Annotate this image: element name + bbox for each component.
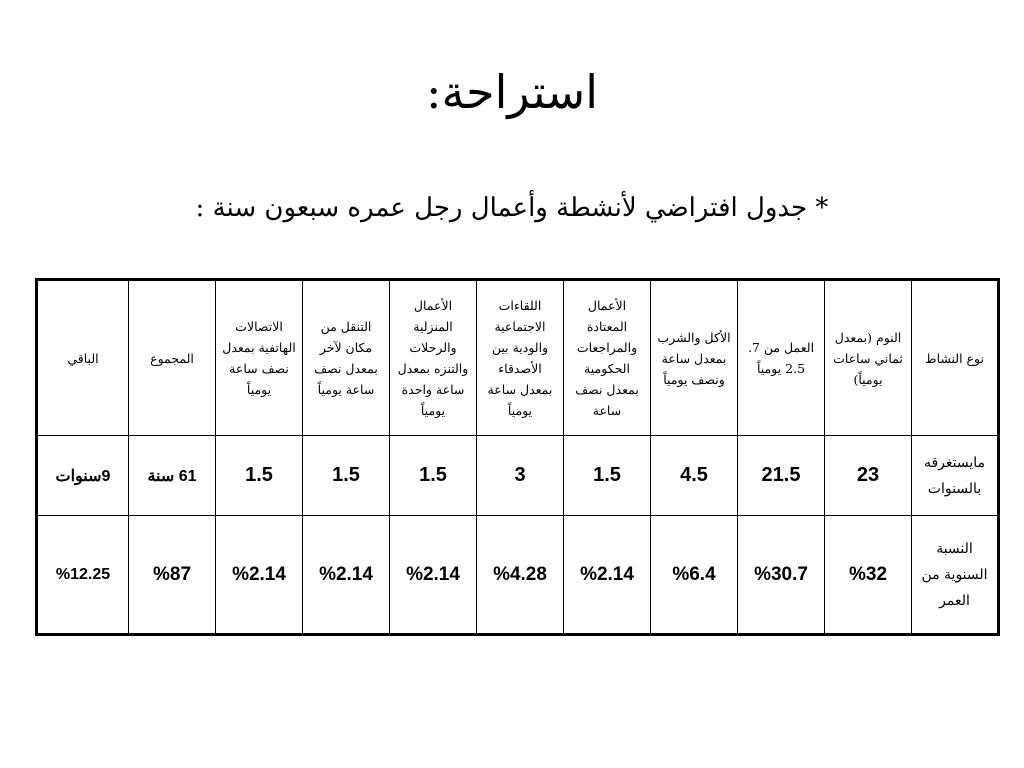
years-cell-work: 21.5: [738, 436, 825, 516]
header-row: [37, 280, 999, 436]
years-cell-phone-calls: 1.5: [216, 436, 303, 516]
slide-title: استراحة:: [426, 65, 598, 119]
row-label-years: مايستغرقه بالسنوات: [912, 436, 999, 516]
years-cell-social-meetings: 3: [477, 436, 564, 516]
header-cell-remaining: الباقي: [37, 280, 129, 436]
years-cell-routine-tasks: 1.5: [564, 436, 651, 516]
percent-cell-total: %87: [129, 516, 216, 635]
header-cell-eating: الأكل والشرب بمعدل ساعة ونصف يومياً: [651, 280, 738, 436]
header-cell-phone-calls: الاتصالات الهاتفية بمعدل نصف ساعة يومياً: [216, 280, 303, 436]
header-cell-work: العمل من 7. 2.5 يومياً: [738, 280, 825, 436]
header-cell-sleep: النوم (بمعدل ثماني ساعات يومياً): [825, 280, 912, 436]
header-cell-house-chores: الأعمال المنزلية والرحلات والتنزه بمعدل ساعة واحدة يومياً: [390, 280, 477, 436]
percent-cell-eating: %6.4: [651, 516, 738, 635]
percent-row: [37, 516, 999, 635]
percent-cell-routine-tasks: %2.14: [564, 516, 651, 635]
activities-table: [35, 278, 1000, 636]
percent-cell-remaining: %12.25: [37, 516, 129, 635]
header-cell-social-meetings: اللقاءات الاجتماعية والودية بين الأصدقاء بمعدل ساعة يومياً: [477, 280, 564, 436]
years-cell-commuting: 1.5: [303, 436, 390, 516]
percent-cell-commuting: %2.14: [303, 516, 390, 635]
years-row: [37, 436, 999, 516]
years-cell-eating: 4.5: [651, 436, 738, 516]
years-cell-remaining: 9سنوات: [37, 436, 129, 516]
percent-cell-house-chores: %2.14: [390, 516, 477, 635]
row-label-percent: النسبة السنوية من العمر: [912, 516, 999, 635]
percent-cell-social-meetings: %4.28: [477, 516, 564, 635]
header-cell-commuting: التنقل من مكان لآخر بمعدل نصف ساعة يومياً: [303, 280, 390, 436]
years-cell-house-chores: 1.5: [390, 436, 477, 516]
header-cell-routine-tasks: الأعمال المعتادة والمراجعات الحكومية بمعدل نصف ساعة: [564, 280, 651, 436]
years-cell-sleep: 23: [825, 436, 912, 516]
years-cell-total: 61 سنة: [129, 436, 216, 516]
percent-cell-sleep: %32: [825, 516, 912, 635]
slide-subtitle: * جدول افتراضي لأنشطة وأعمال رجل عمره سبعون سنة :: [195, 193, 829, 223]
header-cell-total: المجموع: [129, 280, 216, 436]
header-cell-activity-type: نوع النشاط: [912, 280, 999, 436]
percent-cell-work: %30.7: [738, 516, 825, 635]
percent-cell-phone-calls: %2.14: [216, 516, 303, 635]
